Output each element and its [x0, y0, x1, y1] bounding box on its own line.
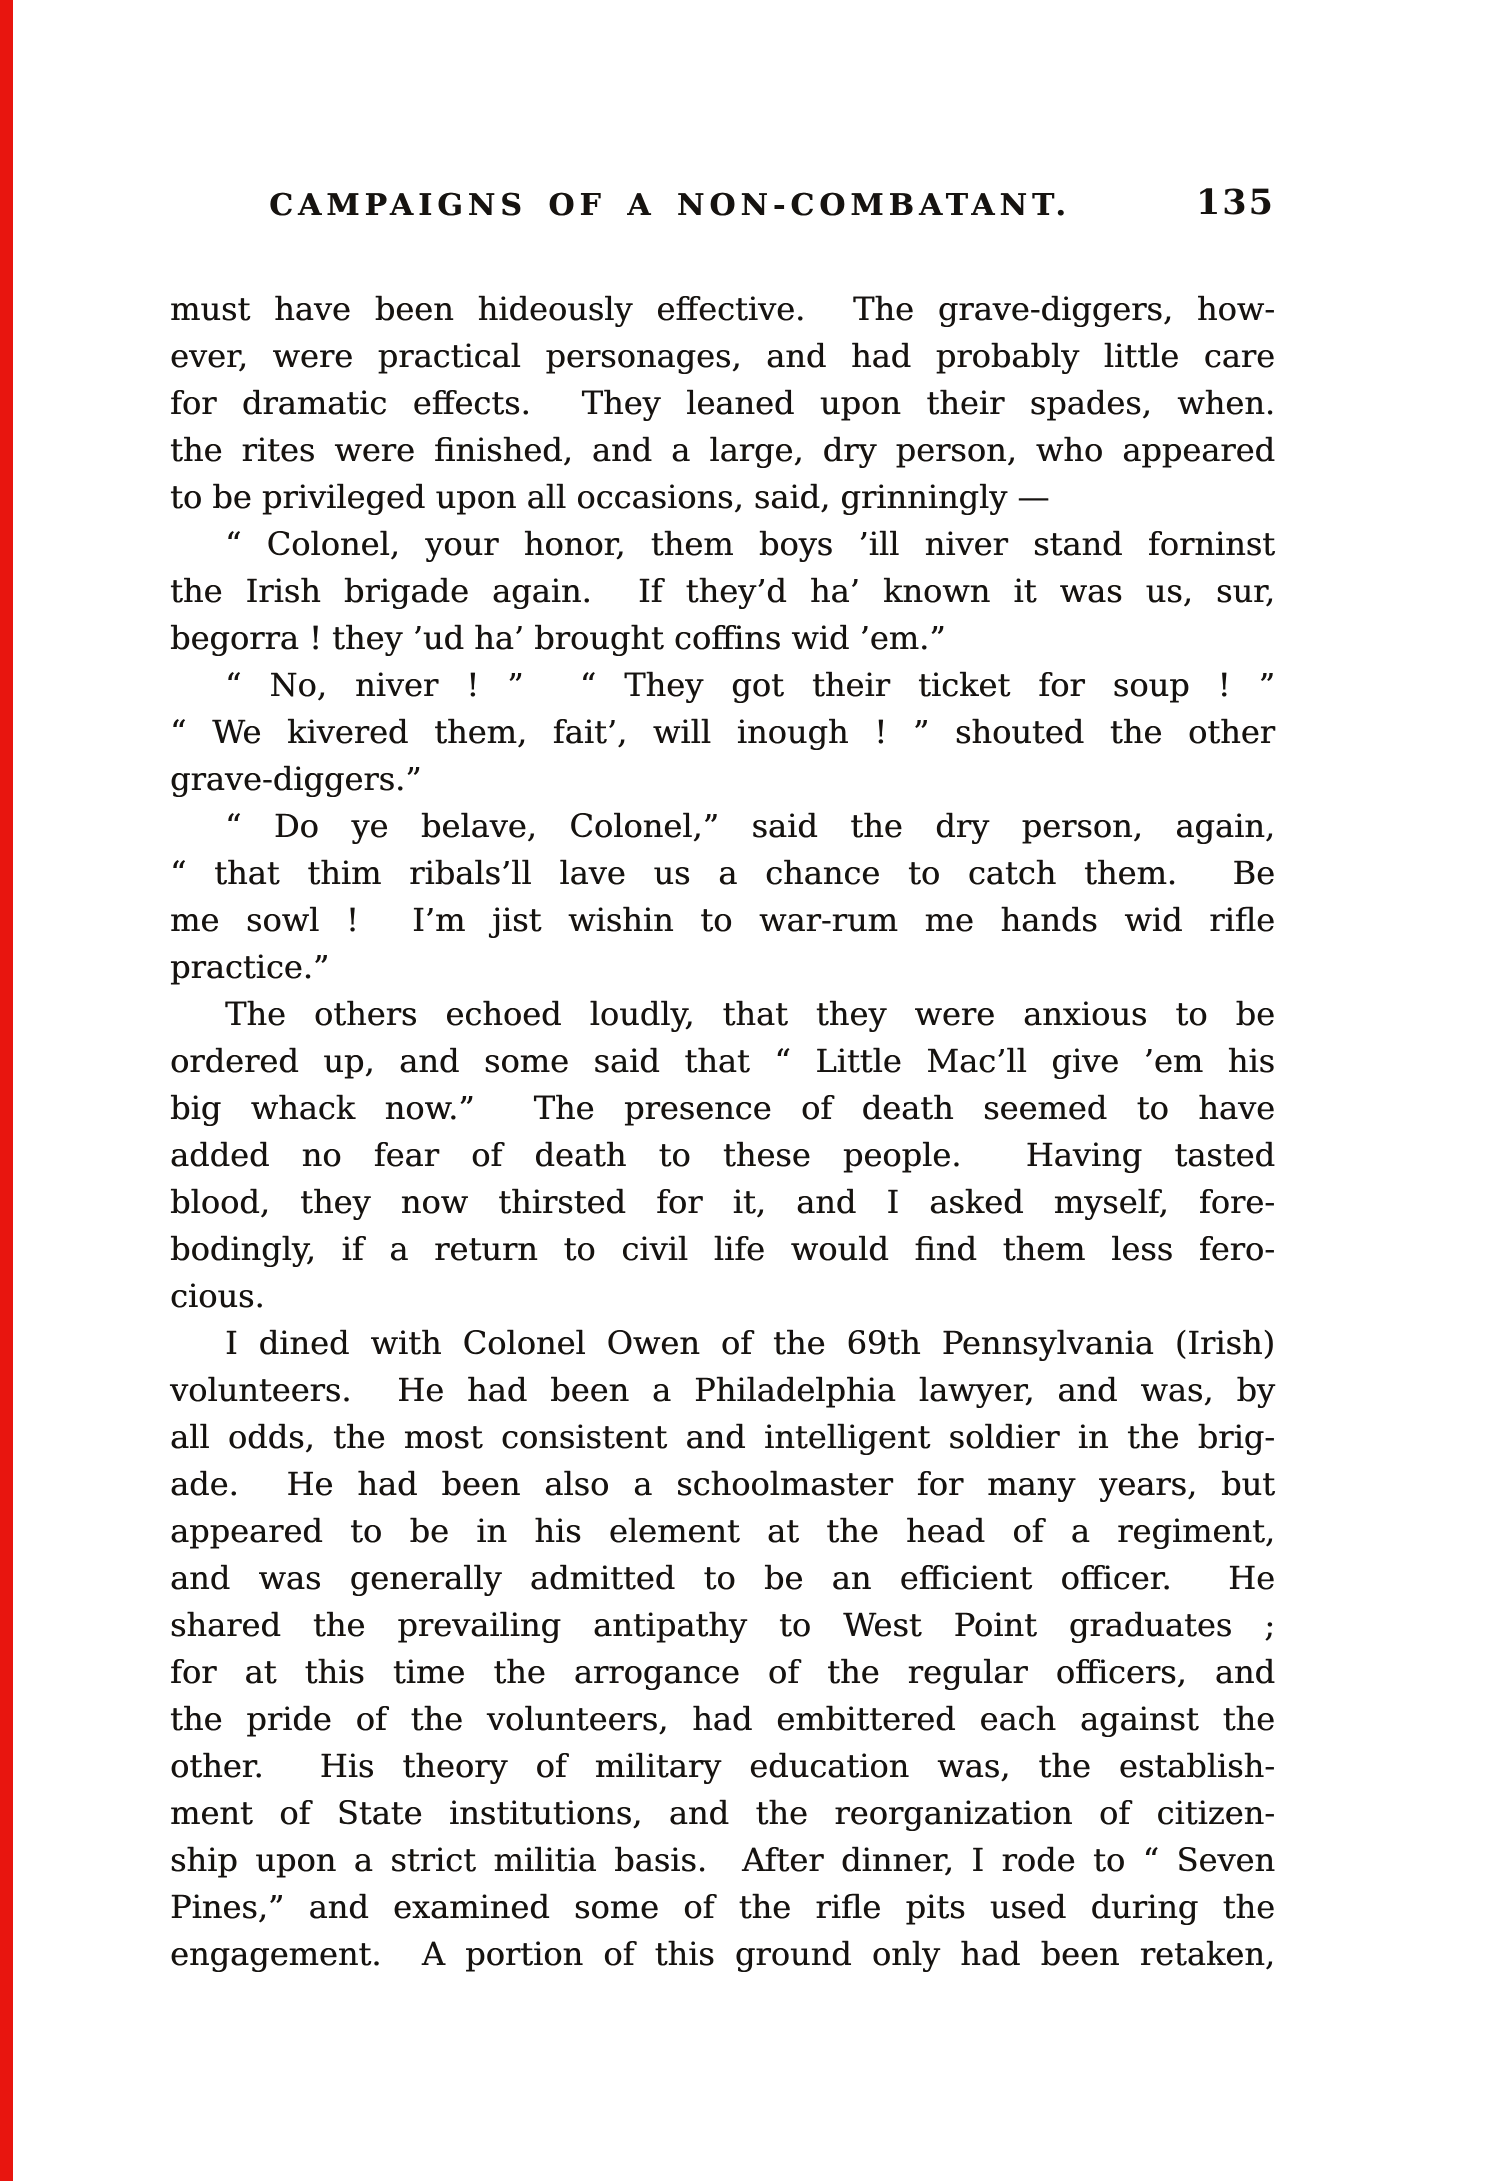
text-line: grave-diggers.” [170, 760, 422, 798]
page-body [170, 286, 1275, 1978]
text-line: ever, were practical personages, and had probably little care [170, 337, 1275, 375]
text-line: the rites were finished, and a large, dry person, who appeared [170, 431, 1275, 469]
text-line: I dined with Colonel Owen of the 69th Pennsylvania (Irish) [225, 1324, 1275, 1362]
text-line: “ No, niver ! ” “ They got their ticket for soup ! ” [225, 666, 1275, 704]
text-line: cious. [170, 1277, 265, 1315]
text-line: “ that thim ribals’ll lave us a chance to catch them. Be [170, 854, 1275, 892]
text-line: big whack now.” The presence of death seemed to have [170, 1089, 1275, 1127]
text-line: ade. He had been also a schoolmaster for many years, but [170, 1465, 1275, 1503]
text-line: for dramatic effects. They leaned upon their spades, when. [170, 384, 1275, 422]
text-line: the pride of the volunteers, had embittered each against the [170, 1700, 1275, 1738]
text-line: for at this time the arrogance of the regular officers, and [170, 1653, 1275, 1691]
text-line: “ We kivered them, fait’, will inough ! ” shouted the other [170, 713, 1275, 751]
left-edge-red-stripe [0, 0, 13, 2181]
running-title: CAMPAIGNS OF A NON-COMBATANT. [269, 188, 1071, 223]
text-line: ordered up, and some said that “ Little Mac’ll give ’em his [170, 1042, 1275, 1080]
text-line: blood, they now thirsted for it, and I asked myself, fore- [170, 1183, 1275, 1221]
text-line: engagement. A portion of this ground only had been retaken, [170, 1935, 1275, 1973]
text-line: volunteers. He had been a Philadelphia lawyer, and was, by [170, 1371, 1275, 1409]
text-line: “ Colonel, your honor, them boys ’ill niver stand forninst [225, 525, 1275, 563]
text-line: all odds, the most consistent and intelligent soldier in the brig- [170, 1418, 1275, 1456]
text-line: “ Do ye belave, Colonel,” said the dry person, again, [225, 807, 1275, 845]
text-line: begorra ! they ’ud ha’ brought coffins wid ’em.” [170, 619, 946, 657]
text-line: to be privileged upon all occasions, said, grinningly — [170, 478, 1050, 516]
text-line: bodingly, if a return to civil life would find them less fero- [170, 1230, 1275, 1268]
text-line: me sowl ! I’m jist wishin to war-rum me hands wid rifle [170, 901, 1275, 939]
page-header [170, 182, 1275, 232]
text-line: The others echoed loudly, that they were anxious to be [225, 995, 1275, 1033]
text-line: ment of State institutions, and the reorganization of citizen- [170, 1794, 1275, 1832]
text-line: other. His theory of military education was, the establish- [170, 1747, 1275, 1785]
text-line: ship upon a strict militia basis. After dinner, I rode to “ Seven [170, 1841, 1275, 1879]
text-line: added no fear of death to these people. Having tasted [170, 1136, 1275, 1174]
text-line: practice.” [170, 948, 330, 986]
text-line: appeared to be in his element at the head of a regiment, [170, 1512, 1275, 1550]
text-line: and was generally admitted to be an efficient officer. He [170, 1559, 1275, 1597]
text-line: must have been hideously effective. The grave-diggers, how- [170, 290, 1275, 328]
text-line: the Irish brigade again. If they’d ha’ known it was us, sur, [170, 572, 1275, 610]
text-line: Pines,” and examined some of the rifle pits used during the [170, 1888, 1275, 1926]
page-number: 135 [1195, 182, 1275, 223]
text-line: shared the prevailing antipathy to West Point graduates ; [170, 1606, 1275, 1644]
